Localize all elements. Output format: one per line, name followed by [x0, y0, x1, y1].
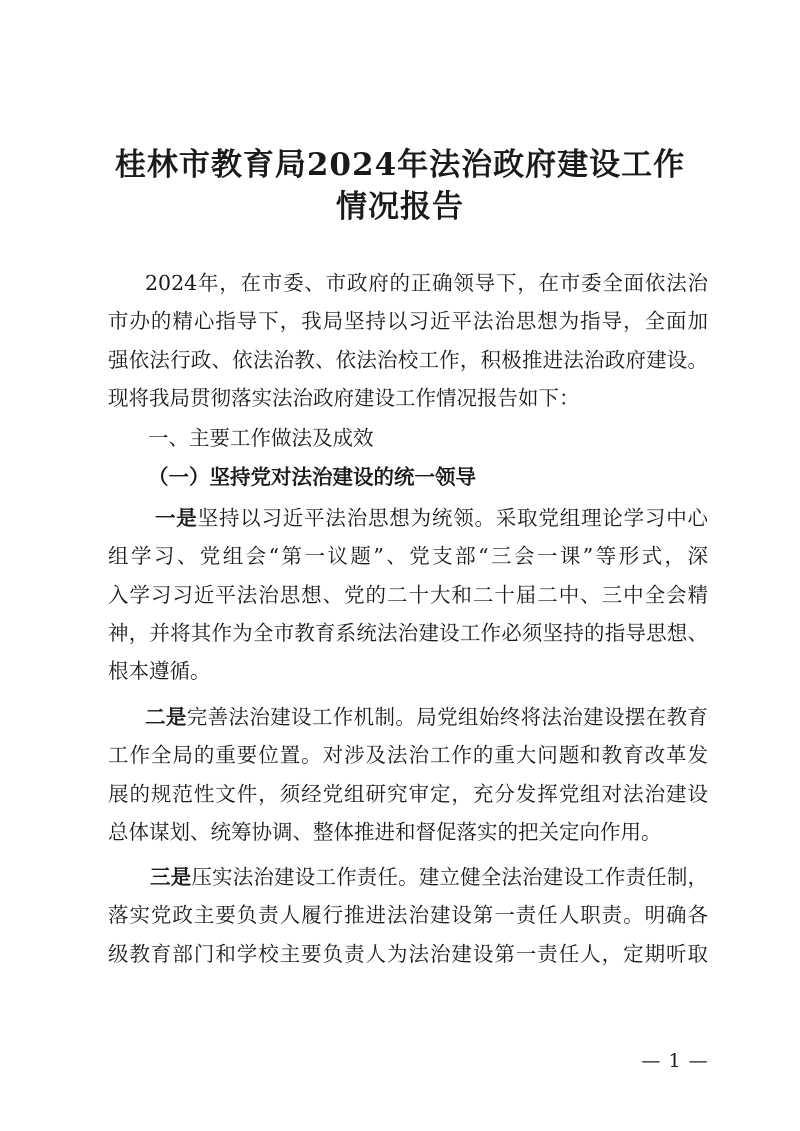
- paragraph-line: [155, 503, 708, 533]
- document-title-line-1: 桂林市教育局2024年法治政府建设工作: [114, 147, 686, 183]
- intro-line: 市办的精心指导下，我局坚持以习近平法治思想为指导，全面加: [108, 309, 708, 333]
- paragraph-line: [150, 862, 708, 892]
- paragraph-line: 入学习习近平法治思想、党的二十大和二十届二中、三中全会精: [108, 583, 708, 607]
- subsection-heading: （一）坚持党对法治建设的统一领导: [148, 465, 476, 489]
- paragraph-line: [145, 702, 708, 732]
- paragraph-line: 神，并将其作为全市教育系统法治建设工作必须坚持的指导思想、: [108, 621, 708, 645]
- intro-line: 2024年，在市委、市政府的正确领导下，在市委全面依法治: [145, 271, 708, 295]
- paragraph-line: 工作全局的重要位置。对涉及法治工作的重大问题和教育改革发: [108, 743, 708, 767]
- paragraph-line: 根本遵循。: [108, 659, 211, 683]
- document-title-line-2: 情况报告: [336, 189, 464, 225]
- paragraph-text: 坚持以习近平法治思想为统领。采取党组理论学习中心: [197, 506, 708, 530]
- intro-line: 现将我局贯彻落实法治政府建设工作情况报告如下：: [108, 386, 580, 410]
- paragraph-line: 落实党政主要负责人履行推进法治建设第一责任人职责。明确各: [108, 903, 708, 927]
- page-number: — 1 —: [641, 1050, 709, 1072]
- section-heading: 一、主要工作做法及成效: [148, 426, 374, 450]
- intro-line: 强依法行政、依法治教、依法治校工作，积极推进法治政府建设。: [108, 348, 708, 372]
- paragraph-line: 总体谋划、统筹协调、整体推进和督促落实的把关定向作用。: [108, 820, 662, 844]
- paragraph-lead: 三是: [150, 865, 192, 889]
- paragraph-text: 压实法治建设工作责任。建立健全法治建设工作责任制，: [191, 865, 708, 889]
- paragraph-line: 展的规范性文件，须经党组研究审定，充分发挥党组对法治建设: [108, 782, 708, 806]
- paragraph-text: 完善法治建设工作机制。局党组始终将法治建设摆在教育: [186, 705, 708, 729]
- paragraph-lead: 二是: [145, 705, 187, 729]
- paragraph-lead: 一是: [155, 506, 198, 530]
- paragraph-line: 级教育部门和学校主要负责人为法治建设第一责任人，定期听取: [108, 942, 708, 966]
- paragraph-line: 组学习、党组会“第一议题”、党支部“三会一课”等形式，深: [108, 544, 708, 568]
